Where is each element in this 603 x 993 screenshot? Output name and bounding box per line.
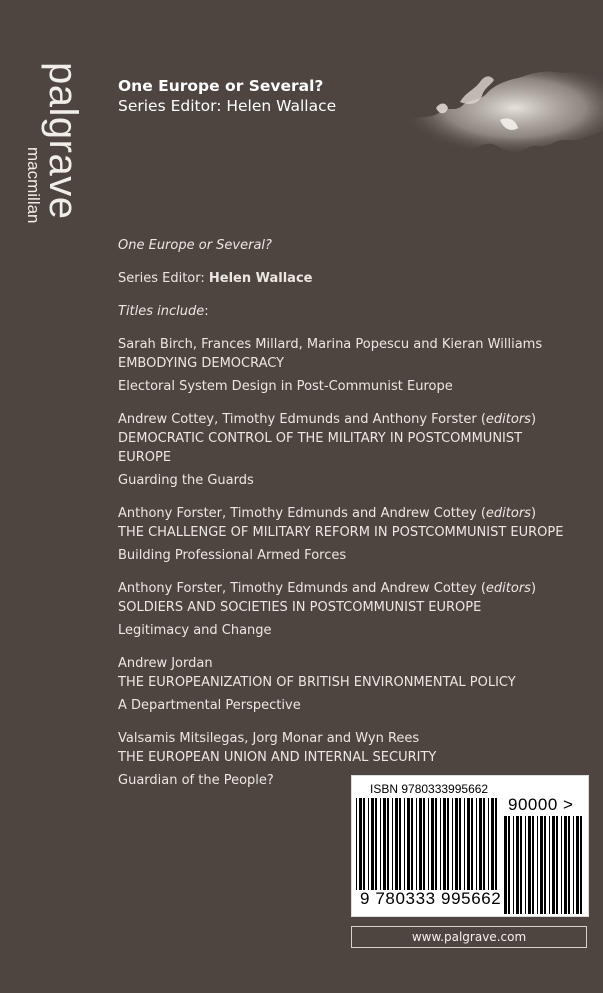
series-name: One Europe or Several? (118, 238, 272, 253)
entry-authors: Anthony Forster, Timothy Edmunds and Andrew Cottey (editors) (118, 581, 537, 596)
series-title: One Europe or Several? (118, 77, 324, 95)
logo-wordmark: palgrave (41, 62, 85, 220)
entry-authors (118, 335, 568, 354)
entry-title: THE EUROPEANIZATION OF BRITISH ENVIRONMENTAL POLICY (118, 675, 516, 690)
titles-include-label: Titles include (118, 304, 205, 319)
europe-map-image (400, 62, 603, 160)
entry-authors (118, 729, 568, 748)
isbn-digits: 9 780333 995662 (360, 889, 502, 908)
website-link[interactable]: www.palgrave.com (351, 926, 587, 948)
entry-author-names: Andrew Jordan (118, 656, 213, 671)
entry-editors-tag: editors (485, 506, 531, 521)
entry-subtitle: Guardian of the People? (118, 773, 274, 788)
entry-subtitle: Legitimacy and Change (118, 623, 272, 638)
title-entry (118, 654, 568, 715)
entry-authors: Andrew Cottey, Timothy Edmunds and Anthony Forster (editors) (118, 412, 537, 427)
entry-author-names: Sarah Birch, Frances Millard, Marina Popescu and Kieran Williams (118, 337, 543, 352)
series-editor-line: Series Editor: Helen Wallace (118, 97, 337, 115)
title-entry (118, 335, 568, 396)
entry-editors-tag: editors (485, 581, 531, 596)
entry-authors (118, 654, 568, 673)
entry-authors: Anthony Forster, Timothy Edmunds and Andrew Cottey (editors) (118, 506, 537, 521)
entry-subtitle: Electoral System Design in Post-Communist Europe (118, 379, 453, 394)
entry-author-names: Anthony Forster, Timothy Edmunds and Andrew Cottey (118, 581, 477, 596)
isbn-label: ISBN 9780333995662 (370, 782, 489, 796)
entry-subtitle: Guarding the Guards (118, 473, 254, 488)
entry-author-names: Valsamis Mitsilegas, Jorg Monar and Wyn Rees (118, 731, 420, 746)
title-list (118, 335, 568, 790)
editor-name: Helen Wallace (208, 271, 313, 286)
entry-title: THE CHALLENGE OF MILITARY REFORM IN POSTCOMMUNIST EUROPE (118, 525, 564, 540)
series-editor (118, 269, 568, 288)
entry-title: EMBODYING DEMOCRACY (118, 356, 285, 371)
titles-include-colon: : (204, 304, 209, 319)
entry-title: DEMOCRATIC CONTROL OF THE MILITARY IN POSTCOMMUNIST EUROPE (118, 431, 523, 465)
entry-subtitle: Building Professional Armed Forces (118, 548, 347, 563)
titles-include-heading (118, 302, 568, 321)
publisher-logo (21, 62, 85, 242)
entry-author-names: Andrew Cottey, Timothy Edmunds and Anthony Forster (118, 412, 477, 427)
entry-subtitle: A Departmental Perspective (118, 698, 301, 713)
editor-label: Series Editor: (118, 271, 209, 286)
title-entry (118, 410, 568, 490)
series-listing (118, 236, 568, 804)
price-code: 90000 > (508, 795, 574, 814)
title-entry (118, 579, 568, 640)
logo-subtitle: macmillan (24, 147, 43, 224)
entry-title: SOLDIERS AND SOCIETIES IN POSTCOMMUNIST EUROPE (118, 600, 482, 615)
series-header (118, 76, 336, 116)
entry-editors-tag: editors (485, 412, 531, 427)
isbn-barcode (351, 775, 589, 917)
title-entry (118, 504, 568, 565)
entry-title: THE EUROPEAN UNION AND INTERNAL SECURITY (118, 750, 437, 765)
entry-author-names: Anthony Forster, Timothy Edmunds and Andrew Cottey (118, 506, 477, 521)
